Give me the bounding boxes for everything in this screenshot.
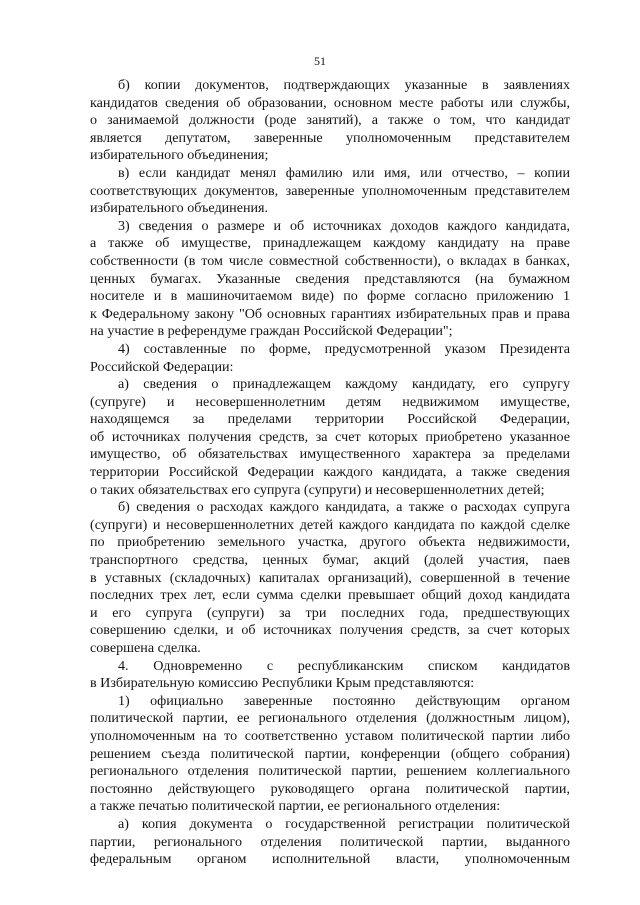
- text-line: совершена сделка.: [90, 640, 201, 656]
- paragraph-6: [90, 499, 570, 657]
- text-line: федеральным органом исполнительной власти, уполномоченным: [90, 851, 570, 868]
- text-line: избирательного объединения.: [90, 200, 269, 217]
- text-line: а также печатью политической партии, ее регионального отделения:: [90, 798, 501, 815]
- text-line: соответствующих документов, заверенные уполномоченным представителем: [90, 182, 570, 199]
- paragraph-3: [90, 218, 570, 341]
- text-line: в) если кандидат менял фамилию или имя, или отчество, – копии: [118, 164, 570, 181]
- text-line: партии, регионального отделения политической партии, выданного: [90, 833, 570, 850]
- text-line: решением съезда политической партии, конференции (общего собрания): [90, 745, 570, 762]
- text-line: собственности (в том числе совместной собственности), о вкладах в банках,: [90, 252, 570, 269]
- text-line: а также об имуществе, принадлежащем каждому кандидату на праве: [90, 235, 570, 252]
- text-line: б) сведения о расходах каждого кандидата, а также о расходах супруга: [118, 499, 570, 516]
- text-line: кандидатов сведения об образовании, основном месте работы или службы,: [90, 94, 570, 111]
- text-line: регионального отделения политической партии, решением коллегиального: [90, 763, 570, 780]
- text-line: о таких обязательствах его супруга (супруги) и несовершеннолетних детей;: [90, 481, 545, 498]
- paragraph-2: [90, 165, 570, 218]
- paragraph-4: [90, 341, 570, 376]
- text-line: уполномоченным на то соответственно уставом политической партии либо: [90, 727, 570, 744]
- text-line: на участие в референдуме граждан Российской Федерации";: [90, 323, 453, 340]
- text-line: совершению сделки, и об источниках получения средств, за счет которых: [90, 622, 570, 639]
- text-line: носителе и в машиночитаемом виде) по форме согласно приложению 1: [90, 288, 570, 305]
- text-line: и его супруга (супруги) за три последних года, предшествующих: [90, 604, 570, 621]
- text-line: о занимаемой должности (роде занятий), а также о том, что кандидат: [90, 112, 570, 129]
- paragraph-5: [90, 376, 570, 499]
- paragraph-9: [90, 816, 570, 869]
- text-line: ценных бумагах. Указанные сведения представляются (на бумажном: [90, 270, 570, 287]
- text-line: к Федеральному закону "Об основных гарантиях избирательных прав и права: [90, 305, 570, 322]
- paragraph-7: [90, 658, 570, 693]
- text-line: транспортного средства, ценных бумаг, акций (долей участия, паев: [90, 552, 570, 569]
- text-line: избирательного объединения;: [90, 147, 269, 164]
- text-line: по приобретению земельного участка, другого объекта недвижимости,: [90, 534, 570, 551]
- text-line: 4. Одновременно с республиканским списком кандидатов: [118, 657, 570, 674]
- document-body: [90, 77, 570, 869]
- text-line: находящемся за пределами территории Российской Федерации,: [90, 411, 570, 428]
- text-line: имущество, об обязательствах имущественного характера за пределами: [90, 446, 570, 463]
- text-line: в уставных (складочных) капиталах организаций), совершенной в течение: [90, 569, 570, 586]
- text-line: в Избирательную комиссию Республики Крым представляются:: [90, 675, 475, 692]
- text-line: а) сведения о принадлежащем каждому кандидату, его супругу: [118, 376, 570, 393]
- text-line: б) копии документов, подтверждающих указанные в заявлениях: [118, 77, 570, 93]
- text-line: (супруге) и несовершеннолетним детям недвижимом имуществе,: [90, 393, 570, 410]
- text-line: Российской Федерации:: [90, 358, 234, 375]
- page-number: 51: [314, 54, 326, 68]
- text-line: последних трех лет, если сумма сделки превышает общий доход кандидата: [90, 587, 570, 604]
- text-line: территории Российской Федерации каждого кандидата, а также сведения: [90, 464, 570, 481]
- text-line: политической партии, ее регионального отделения (должностным лицом),: [90, 710, 570, 727]
- text-line: а) копия документа о государственной регистрации политической: [118, 815, 570, 832]
- text-line: (супруги) и несовершеннолетних детей каждого кандидата по каждой сделке: [90, 516, 570, 533]
- paragraph-1: [90, 77, 570, 165]
- text-line: об источниках получения средств, за счет которых приобретено указанное: [90, 428, 570, 445]
- text-line: 3) сведения о размере и об источниках доходов каждого кандидата,: [118, 217, 570, 234]
- paragraph-8: [90, 693, 570, 816]
- text-line: постоянно действующего руководящего органа политической партии,: [90, 780, 570, 797]
- text-line: 1) официально заверенные постоянно действующим органом: [118, 692, 570, 709]
- text-line: является депутатом, заверенные уполномоченным представителем: [90, 129, 570, 146]
- text-line: 4) составленные по форме, предусмотренной указом Президента: [118, 340, 570, 357]
